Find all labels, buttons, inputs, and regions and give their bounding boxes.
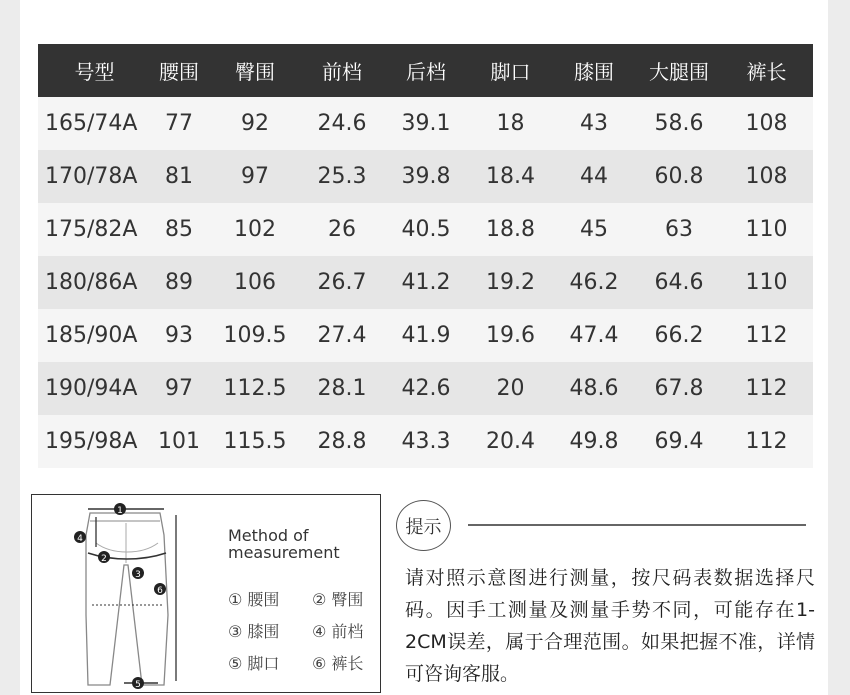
header-cell: 大腿围	[638, 44, 720, 97]
legend-item: ⑥ 裤长	[312, 654, 364, 673]
table-row	[38, 97, 813, 150]
legend-item: ② 臀围	[312, 590, 364, 609]
table-cell: 97	[151, 362, 207, 415]
table-cell: 19.6	[471, 309, 550, 362]
tip-text: 请对照示意图进行测量，按尺码表数据选择尺码。因手工测量及测量手势不同，可能存在1-2CM误差，属于合理范围。如果把握不准，详情可咨询客服。	[405, 567, 815, 685]
size-chart-page	[20, 0, 828, 695]
table-cell: 66.2	[638, 309, 720, 362]
table-cell: 102	[207, 203, 303, 256]
table-cell: 26	[303, 203, 381, 256]
table-cell: 47.4	[550, 309, 638, 362]
table-cell: 18.8	[471, 203, 550, 256]
size-code-cell: 165/74A	[38, 97, 151, 150]
table-cell: 115.5	[207, 415, 303, 468]
header-cell: 腰围	[151, 44, 207, 97]
size-code-cell: 185/90A	[38, 309, 151, 362]
table-cell: 69.4	[638, 415, 720, 468]
measure-marker	[98, 551, 110, 564]
table-cell: 24.6	[303, 97, 381, 150]
measurement-legend	[228, 587, 392, 674]
table-cell: 67.8	[638, 362, 720, 415]
table-row	[38, 150, 813, 203]
size-code-cell: 170/78A	[38, 150, 151, 203]
table-cell: 85	[151, 203, 207, 256]
table-row	[38, 203, 813, 256]
header-cell: 膝围	[550, 44, 638, 97]
table-cell: 19.2	[471, 256, 550, 309]
tip-badge	[396, 500, 451, 551]
legend-item: ④ 前档	[312, 622, 364, 641]
table-cell: 44	[550, 150, 638, 203]
legend-item: ⑤ 脚口	[228, 654, 280, 673]
svg-text:2: 2	[101, 554, 107, 564]
table-cell: 40.5	[381, 203, 471, 256]
table-row	[38, 256, 813, 309]
header-cell: 裤长	[720, 44, 813, 97]
table-cell: 97	[207, 150, 303, 203]
table-cell: 42.6	[381, 362, 471, 415]
table-cell: 112	[720, 309, 813, 362]
size-code-cell: 195/98A	[38, 415, 151, 468]
table-cell: 27.4	[303, 309, 381, 362]
table-cell: 46.2	[550, 256, 638, 309]
table-cell: 108	[720, 97, 813, 150]
header-cell: 后档	[381, 44, 471, 97]
table-cell: 112	[720, 362, 813, 415]
table-cell: 106	[207, 256, 303, 309]
measure-marker	[154, 583, 166, 596]
table-cell: 89	[151, 256, 207, 309]
table-cell: 81	[151, 150, 207, 203]
table-cell: 49.8	[550, 415, 638, 468]
table-cell: 41.2	[381, 256, 471, 309]
table-cell: 18.4	[471, 150, 550, 203]
table-cell: 110	[720, 256, 813, 309]
table-cell: 108	[720, 150, 813, 203]
table-cell: 110	[720, 203, 813, 256]
method-title-line: measurement	[228, 543, 340, 562]
table-cell: 28.1	[303, 362, 381, 415]
tip-label: 提示	[405, 516, 442, 538]
method-title	[228, 527, 340, 561]
table-cell: 64.6	[638, 256, 720, 309]
size-table	[38, 44, 813, 468]
table-cell: 20.4	[471, 415, 550, 468]
header-cell: 号型	[38, 44, 151, 97]
svg-text:6: 6	[157, 586, 163, 596]
size-code-cell: 180/86A	[38, 256, 151, 309]
table-cell: 39.8	[381, 150, 471, 203]
measure-marker	[114, 503, 126, 516]
table-cell: 26.7	[303, 256, 381, 309]
table-cell: 41.9	[381, 309, 471, 362]
legend-item: ③ 膝围	[228, 622, 280, 641]
tip-divider	[468, 524, 806, 526]
table-cell: 101	[151, 415, 207, 468]
table-cell: 58.6	[638, 97, 720, 150]
table-cell: 18	[471, 97, 550, 150]
table-cell: 112	[720, 415, 813, 468]
table-cell: 39.1	[381, 97, 471, 150]
table-cell: 63	[638, 203, 720, 256]
svg-text:1: 1	[117, 506, 123, 516]
table-row	[38, 309, 813, 362]
table-cell: 92	[207, 97, 303, 150]
size-code-cell: 190/94A	[38, 362, 151, 415]
table-cell: 25.3	[303, 150, 381, 203]
measure-marker	[74, 531, 86, 544]
measure-marker	[132, 567, 144, 580]
table-cell: 60.8	[638, 150, 720, 203]
table-row	[38, 362, 813, 415]
size-code-cell: 175/82A	[38, 203, 151, 256]
trousers-illustration	[32, 495, 222, 691]
table-cell: 112.5	[207, 362, 303, 415]
svg-text:4: 4	[77, 534, 83, 544]
header-cell: 前档	[303, 44, 381, 97]
svg-text:3: 3	[135, 570, 141, 580]
header-cell: 脚口	[471, 44, 550, 97]
table-cell: 20	[471, 362, 550, 415]
svg-text:5: 5	[135, 680, 141, 690]
table-cell: 77	[151, 97, 207, 150]
table-cell: 43	[550, 97, 638, 150]
table-cell: 45	[550, 203, 638, 256]
measure-marker	[132, 677, 144, 690]
table-cell: 43.3	[381, 415, 471, 468]
header-cell: 臀围	[207, 44, 303, 97]
table-cell: 93	[151, 309, 207, 362]
table-header-row	[38, 44, 813, 97]
table-row	[38, 415, 813, 468]
measurement-diagram	[31, 494, 381, 693]
legend-item: ① 腰围	[228, 590, 280, 609]
table-cell: 48.6	[550, 362, 638, 415]
table-cell: 109.5	[207, 309, 303, 362]
table-cell: 28.8	[303, 415, 381, 468]
method-title-line: Method of	[228, 526, 309, 545]
